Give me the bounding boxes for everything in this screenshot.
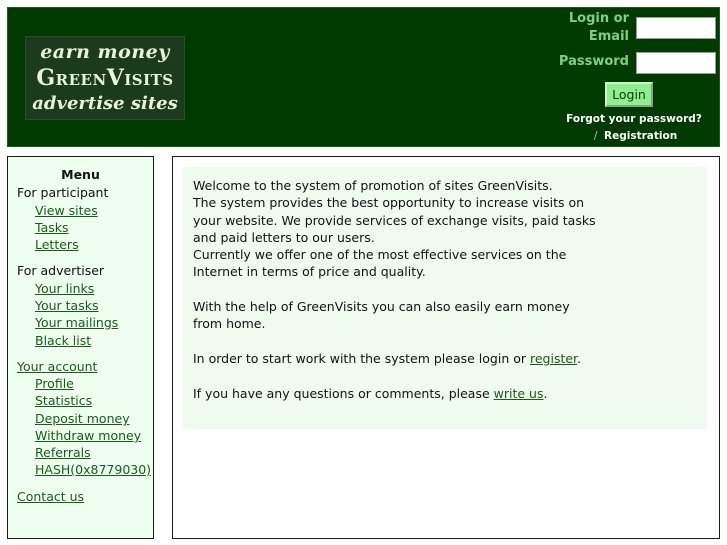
sidebar-menu: [7, 156, 154, 539]
logo[interactable]: [25, 36, 185, 120]
menu-item-view-sites[interactable]: View sites: [35, 203, 98, 218]
earn-text: With the help of GreenVisits you can also easily earn money from home.: [193, 299, 570, 332]
contact-text: [193, 385, 598, 402]
contact-text-prefix: If you have any questions or comments, please: [193, 385, 494, 401]
logo-line-3: advertise sites: [32, 93, 178, 114]
menu-item-deposit-money[interactable]: Deposit money: [35, 411, 130, 426]
welcome-text: Welcome to the system of promotion of sites GreenVisits.: [193, 178, 553, 193]
menu-item-your-links[interactable]: Your links: [35, 281, 95, 296]
login-input[interactable]: [636, 17, 716, 39]
menu-item-your-account[interactable]: Your account: [17, 359, 98, 374]
registration-link[interactable]: Registration: [604, 130, 678, 142]
menu-item-profile[interactable]: Profile: [35, 376, 74, 391]
links-separator: /: [593, 130, 598, 142]
menu-item-referrals[interactable]: Referrals: [35, 445, 91, 460]
login-links: [564, 111, 704, 145]
start-text-prefix: In order to start work with the system please login or: [193, 350, 530, 366]
menu-item-your-tasks[interactable]: Your tasks: [35, 298, 99, 313]
contact-text-suffix: .: [543, 385, 548, 401]
menu-item-statistics[interactable]: Statistics: [35, 393, 93, 408]
menu-item-letters[interactable]: Letters: [35, 237, 79, 252]
forgot-password-link[interactable]: Forgot your password?: [566, 113, 702, 125]
menu-item-your-mailings[interactable]: Your mailings: [35, 315, 119, 330]
intro-text: The system provides the best opportunity to increase visits on your website. We provide services of exchange visits, paid tasks and paid letters to our users.: [193, 195, 596, 245]
register-link[interactable]: register: [529, 350, 578, 366]
menu-item-contact-us[interactable]: Contact us: [17, 489, 85, 504]
password-input[interactable]: [636, 52, 716, 74]
start-text-suffix: .: [577, 350, 582, 366]
menu-item-hash[interactable]: HASH(0x8779030): [35, 462, 152, 477]
menu-title: Menu: [61, 167, 100, 182]
menu-item-tasks[interactable]: Tasks: [35, 220, 69, 235]
login-label: Login or Email: [568, 11, 629, 44]
logo-line-1: earn money: [40, 41, 170, 63]
header: [7, 7, 720, 147]
main-panel: [172, 156, 720, 539]
menu-category-advertiser: For advertiser: [17, 263, 105, 278]
start-text: [193, 350, 598, 367]
login-button[interactable]: Login: [605, 82, 653, 107]
welcome-content: [183, 167, 707, 429]
menu-category-participant: For participant: [17, 185, 109, 200]
menu-item-black-list[interactable]: Black list: [35, 333, 92, 348]
offer-text: Currently we offer one of the most effective services on the Internet in terms of price and quality.: [193, 247, 567, 280]
logo-line-2: GreenVisits: [36, 65, 174, 91]
password-label: Password: [558, 54, 629, 69]
write-us-link[interactable]: write us: [493, 385, 544, 401]
menu-item-withdraw-money[interactable]: Withdraw money: [35, 428, 142, 443]
